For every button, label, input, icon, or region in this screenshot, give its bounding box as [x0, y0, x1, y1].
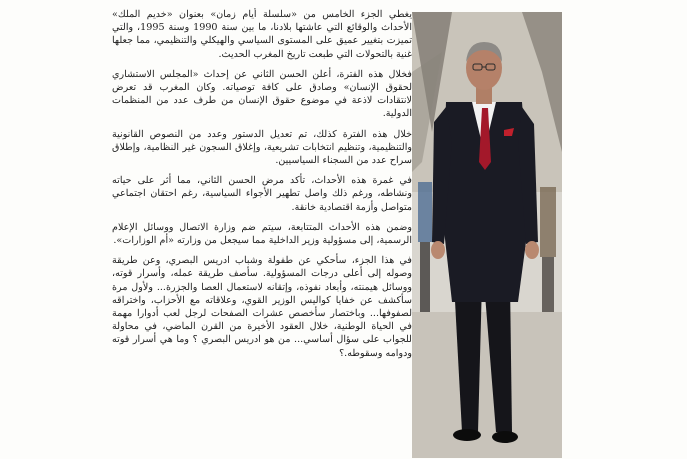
paragraph-human-rights: فخلال هذه الفترة، أعلن الحسن الثاني عن إحداث «المجلس الاستشاري لحقوق الإنسان» وصادق على كافة توصياته. وكان المغرب قد تعرض لانتقادات لاذعة في موضوع حقوق الإنسان من طرف عدد من المنظمات الدولية. [112, 68, 412, 120]
paragraph-illness: في غمرة هذه الأحداث، تأكد مرض الحسن الثاني، مما أثر على حياته ونشاطه، ورغم ذلك واصل تطهير الأجواء السياسية، رغم احتقان اجتماعي متواصل وأزمة اقتصادية خانقة. [112, 175, 412, 213]
walking-man-illustration [412, 12, 562, 458]
paragraph-basri: في هذا الجزء، سأحكي عن طفولة وشباب ادريس البصري، وعن طريقة وصوله إلى أعلى درجات المسؤولية. سأصف طريقة عمله، وأسرار قوته، ووسائل هيمنته، وأبعاد نفوذه، وإتقانه لاستعمال العصا والجزرة... ولأول مرة سأكشف عن خفايا كواليس الوزير القوي، وعلاقاته مع الأحزاب، واختراقه لصفوفها... وباختصار سأخصص عشرات الصفحات لرجل لعب أدوارا مهمة في الحياة الوطنية، خلال العقود الأخيرة من القرن الماضي، في محاولة للجواب على سؤال أساسي... من هو ادريس البصري ؟ وما هي أسرار قوته ودوامه وسقوطه.؟ [112, 255, 412, 359]
paragraph-constitution: خلال هذه الفترة كذلك، تم تعديل الدستور وعدد من النصوص القانونية والتنظيمية، وتنظيم انتخابات تشريعية، وإغلاق السجون غير النظامية، وإطلاق سراح عدد من السجناء السياسيين. [112, 128, 412, 167]
portrait-photo [412, 12, 562, 458]
paragraph-ministries: وضمن هذه الأحداث المتتابعة، سيتم ضم وزارة الاتصال ووسائل الإعلام الرسمية، إلى مسؤولية وزير الداخلية مما سيجعل من وزارته «أم الوزارات». [112, 221, 412, 247]
paragraph-intro: يغطي الجزء الخامس من «سلسلة أيام زمان» بعنوان «خديم الملك» الأحداث والوقائع التي عاشتها بلادنا، ما بين سنة 1990 وسنة 1995، والتي تميزت بتغيير عميق على المستوى السياسي والهيكلي والتنظيمي، مما جعلها غنية بالتحولات التي طبعت تاريخ المغرب الحديث. [112, 9, 412, 60]
text-column [112, 8, 412, 456]
